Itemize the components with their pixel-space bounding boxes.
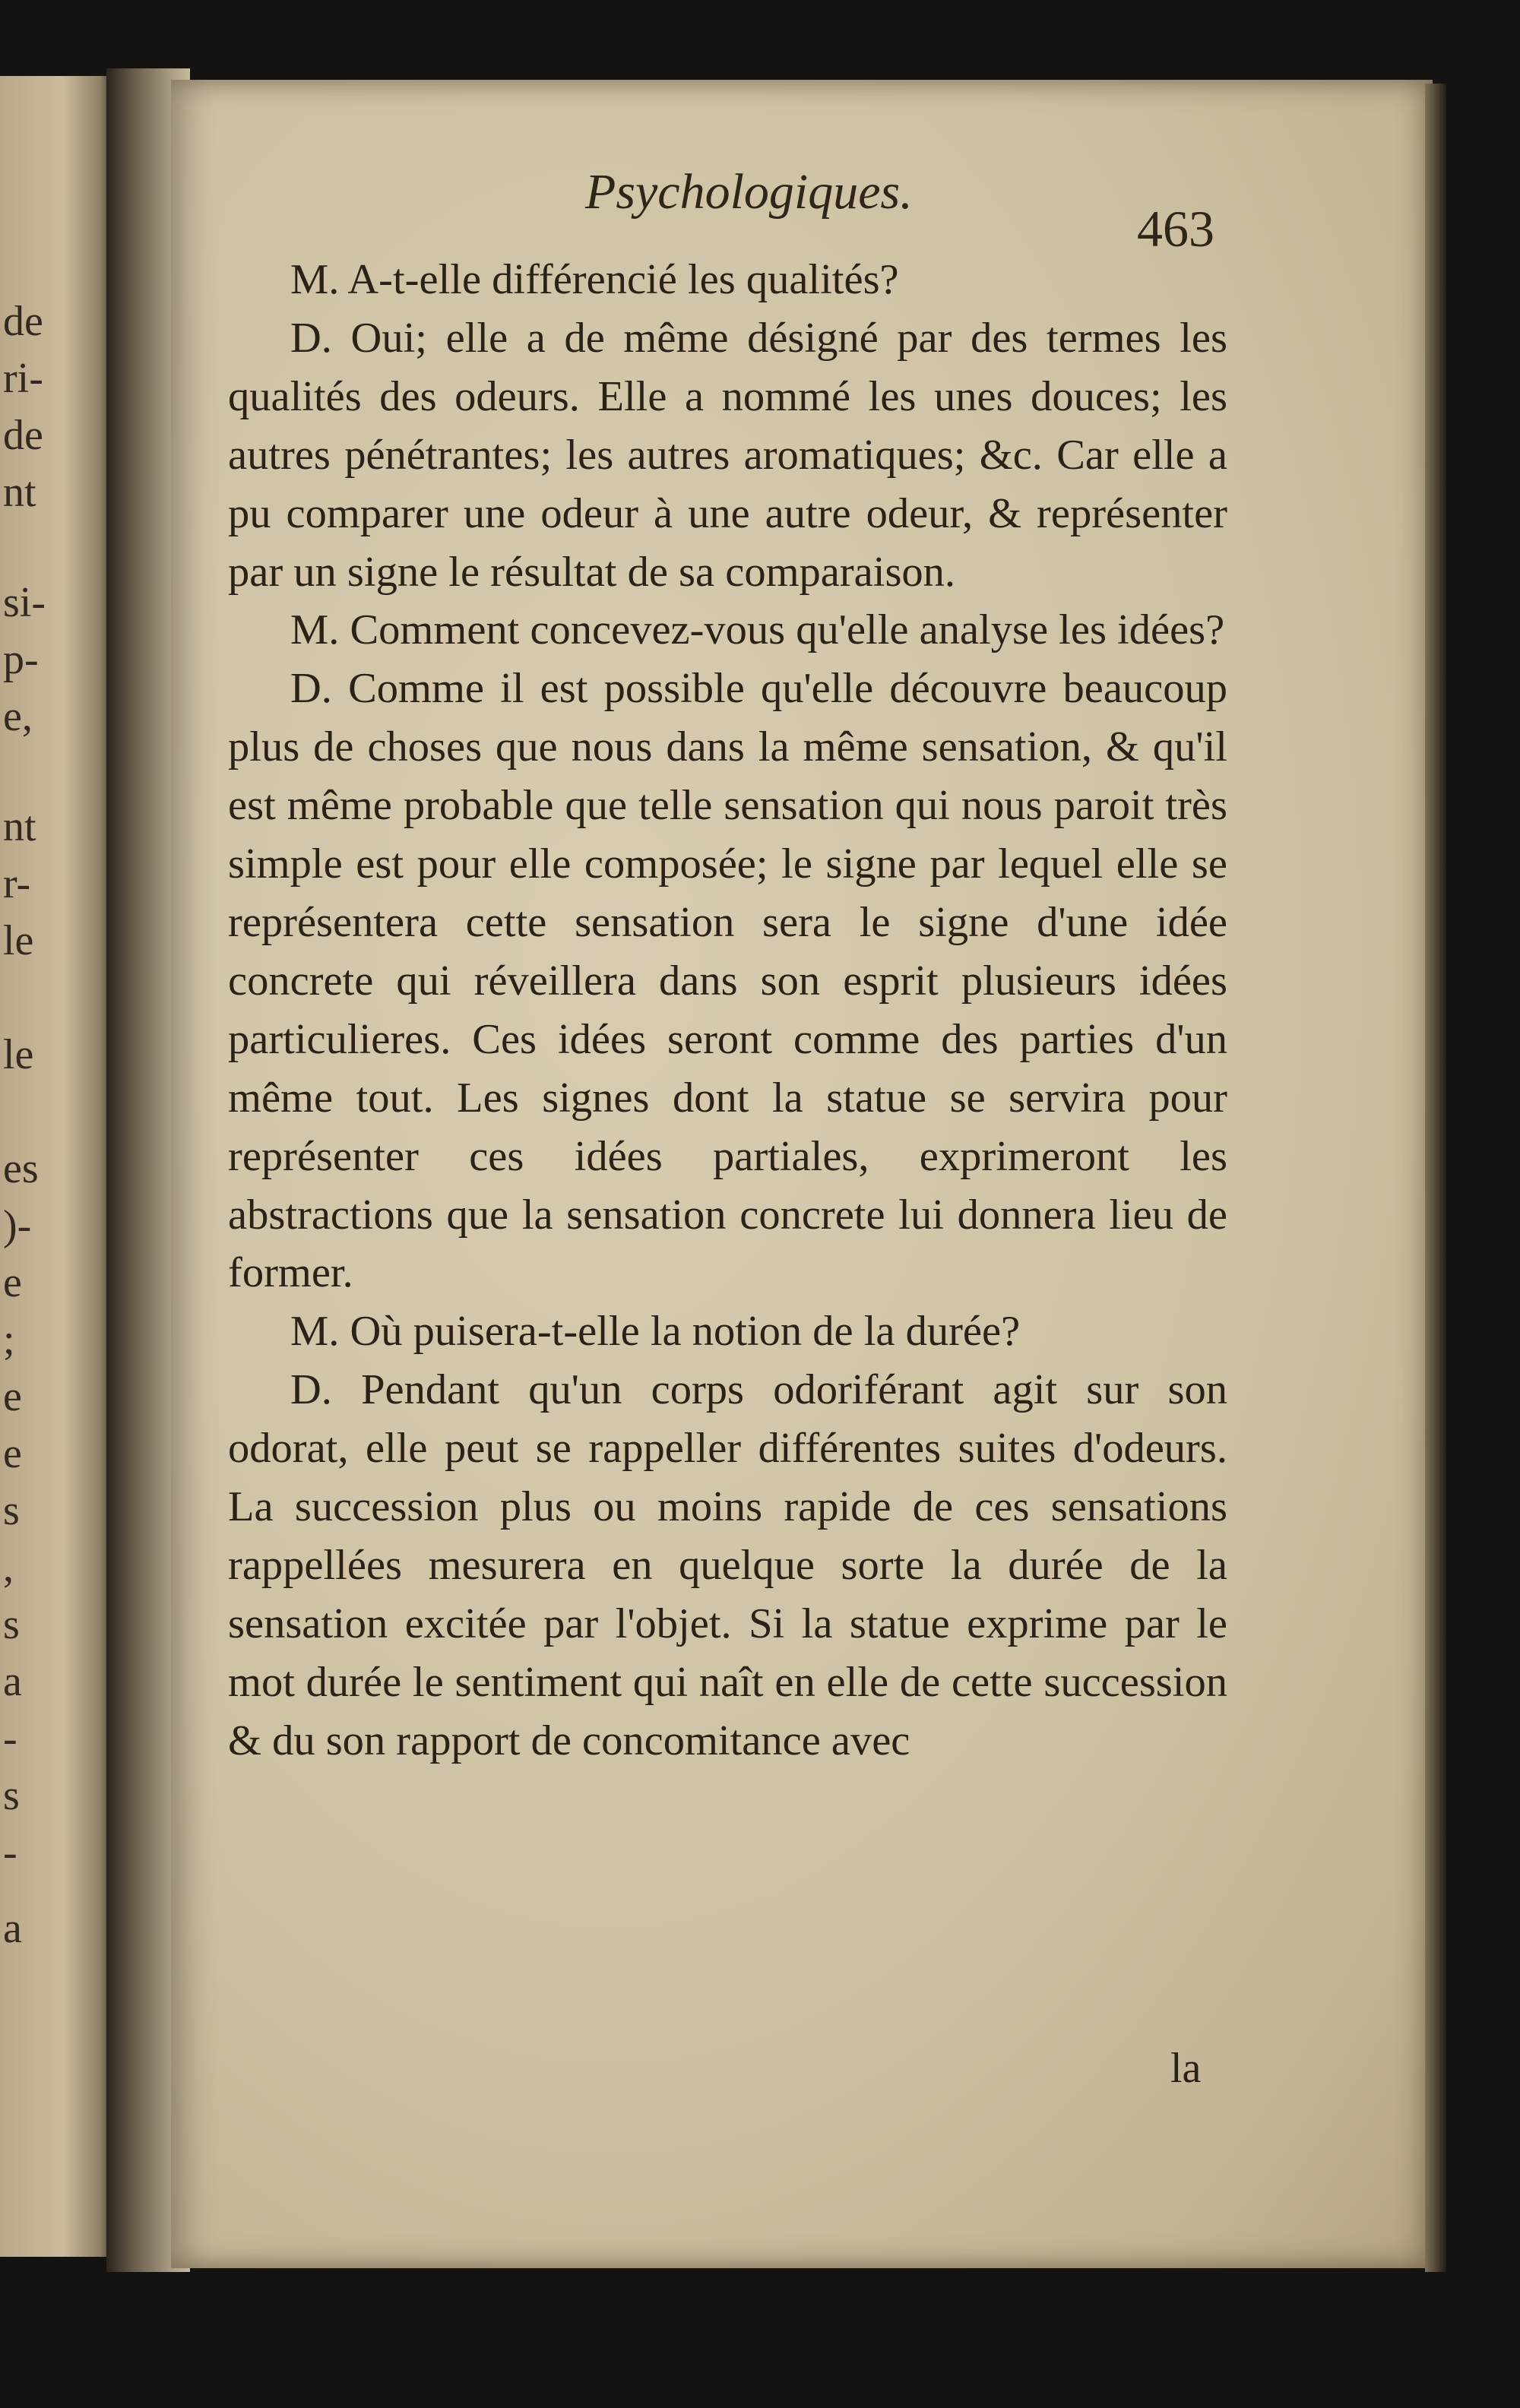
left-page-fragment: a xyxy=(3,1905,22,1952)
paragraph: M. A-t-elle différencié les qualités? xyxy=(290,256,899,303)
left-page-fragment: le xyxy=(3,1031,34,1078)
left-page-fragment: s xyxy=(3,1772,20,1819)
left-page-fragment: nt xyxy=(3,469,36,516)
left-page-fragment: s xyxy=(3,1601,20,1648)
left-page-fragment: si- xyxy=(3,579,46,626)
left-page-fragment: )- xyxy=(3,1202,32,1249)
running-head: Psychologiques. xyxy=(585,164,913,220)
left-page-fragment: ; xyxy=(3,1316,15,1363)
paragraph: D. Pendant qu'un corps odoriférant agit sur son odorat, elle peut se rappeller différentes suites d'odeurs. La succession plus ou moins rapide de ces sensations rappellées mesurera en quelque sorte la durée de la sensation excitée par l'objet. Si la statue exprime par le mot durée le sentiment qui naît en elle de cette succession & du son rapport de concomitance avec xyxy=(228,1366,1227,1764)
paragraph: D. Oui; elle a de même désigné par des termes les qualités des odeurs. Elle a nommé les unes douces; les autres pénétrantes; les autres aromatiques; &c. Car elle a pu comparer une odeur à une autre odeur, & représenter par un signe le résultat de sa comparaison. xyxy=(228,314,1227,596)
left-page-fragment: a xyxy=(3,1658,22,1705)
left-page-fragment: es xyxy=(3,1145,39,1192)
left-page-fragment: ri- xyxy=(3,355,43,402)
page-body xyxy=(228,251,1227,1770)
left-page-fragment: e xyxy=(3,1373,22,1420)
left-page-fragment: e xyxy=(3,1430,22,1477)
left-page-fragment: - xyxy=(3,1715,17,1762)
left-page-fragment: r- xyxy=(3,860,31,907)
page-number: 463 xyxy=(1137,200,1214,258)
left-page-fragment: , xyxy=(3,1544,14,1591)
left-page-fragment: nt xyxy=(3,803,36,850)
left-page-fragment: e xyxy=(3,1259,22,1306)
left-page-fragment: p- xyxy=(3,636,39,683)
left-page-fragment: le xyxy=(3,917,34,964)
left-page-fragment: s xyxy=(3,1487,20,1534)
paragraph: D. Comme il est possible qu'elle découvre beaucoup plus de choses que nous dans la même sensation, & qu'il est même probable que telle sensation qui nous paroit très simple est pour elle composée; le signe par lequel elle se représentera cette sensation sera le signe d'une idée concrete qui réveillera dans son esprit plusieurs idées particulieres. Ces idées seront comme des parties d'un même tout. Les signes dont la statue se servira pour représenter ces idées partiales, exprimeront les abstractions que la sensation concrete lui donnera lieu de former. xyxy=(228,665,1227,1297)
paragraph: M. Comment concevez-vous qu'elle analyse les idées? xyxy=(290,606,1225,654)
catchword: la xyxy=(1170,2045,1202,2092)
left-page-fragment: e, xyxy=(3,693,33,740)
paragraph: M. Où puisera-t-elle la notion de la durée? xyxy=(290,1308,1021,1356)
left-page-fragment: de xyxy=(3,412,43,459)
page-edge xyxy=(1425,84,1446,2272)
left-page-fragment: de xyxy=(3,298,43,345)
left-facing-page xyxy=(0,76,114,2257)
left-page-fragment: - xyxy=(3,1829,17,1876)
